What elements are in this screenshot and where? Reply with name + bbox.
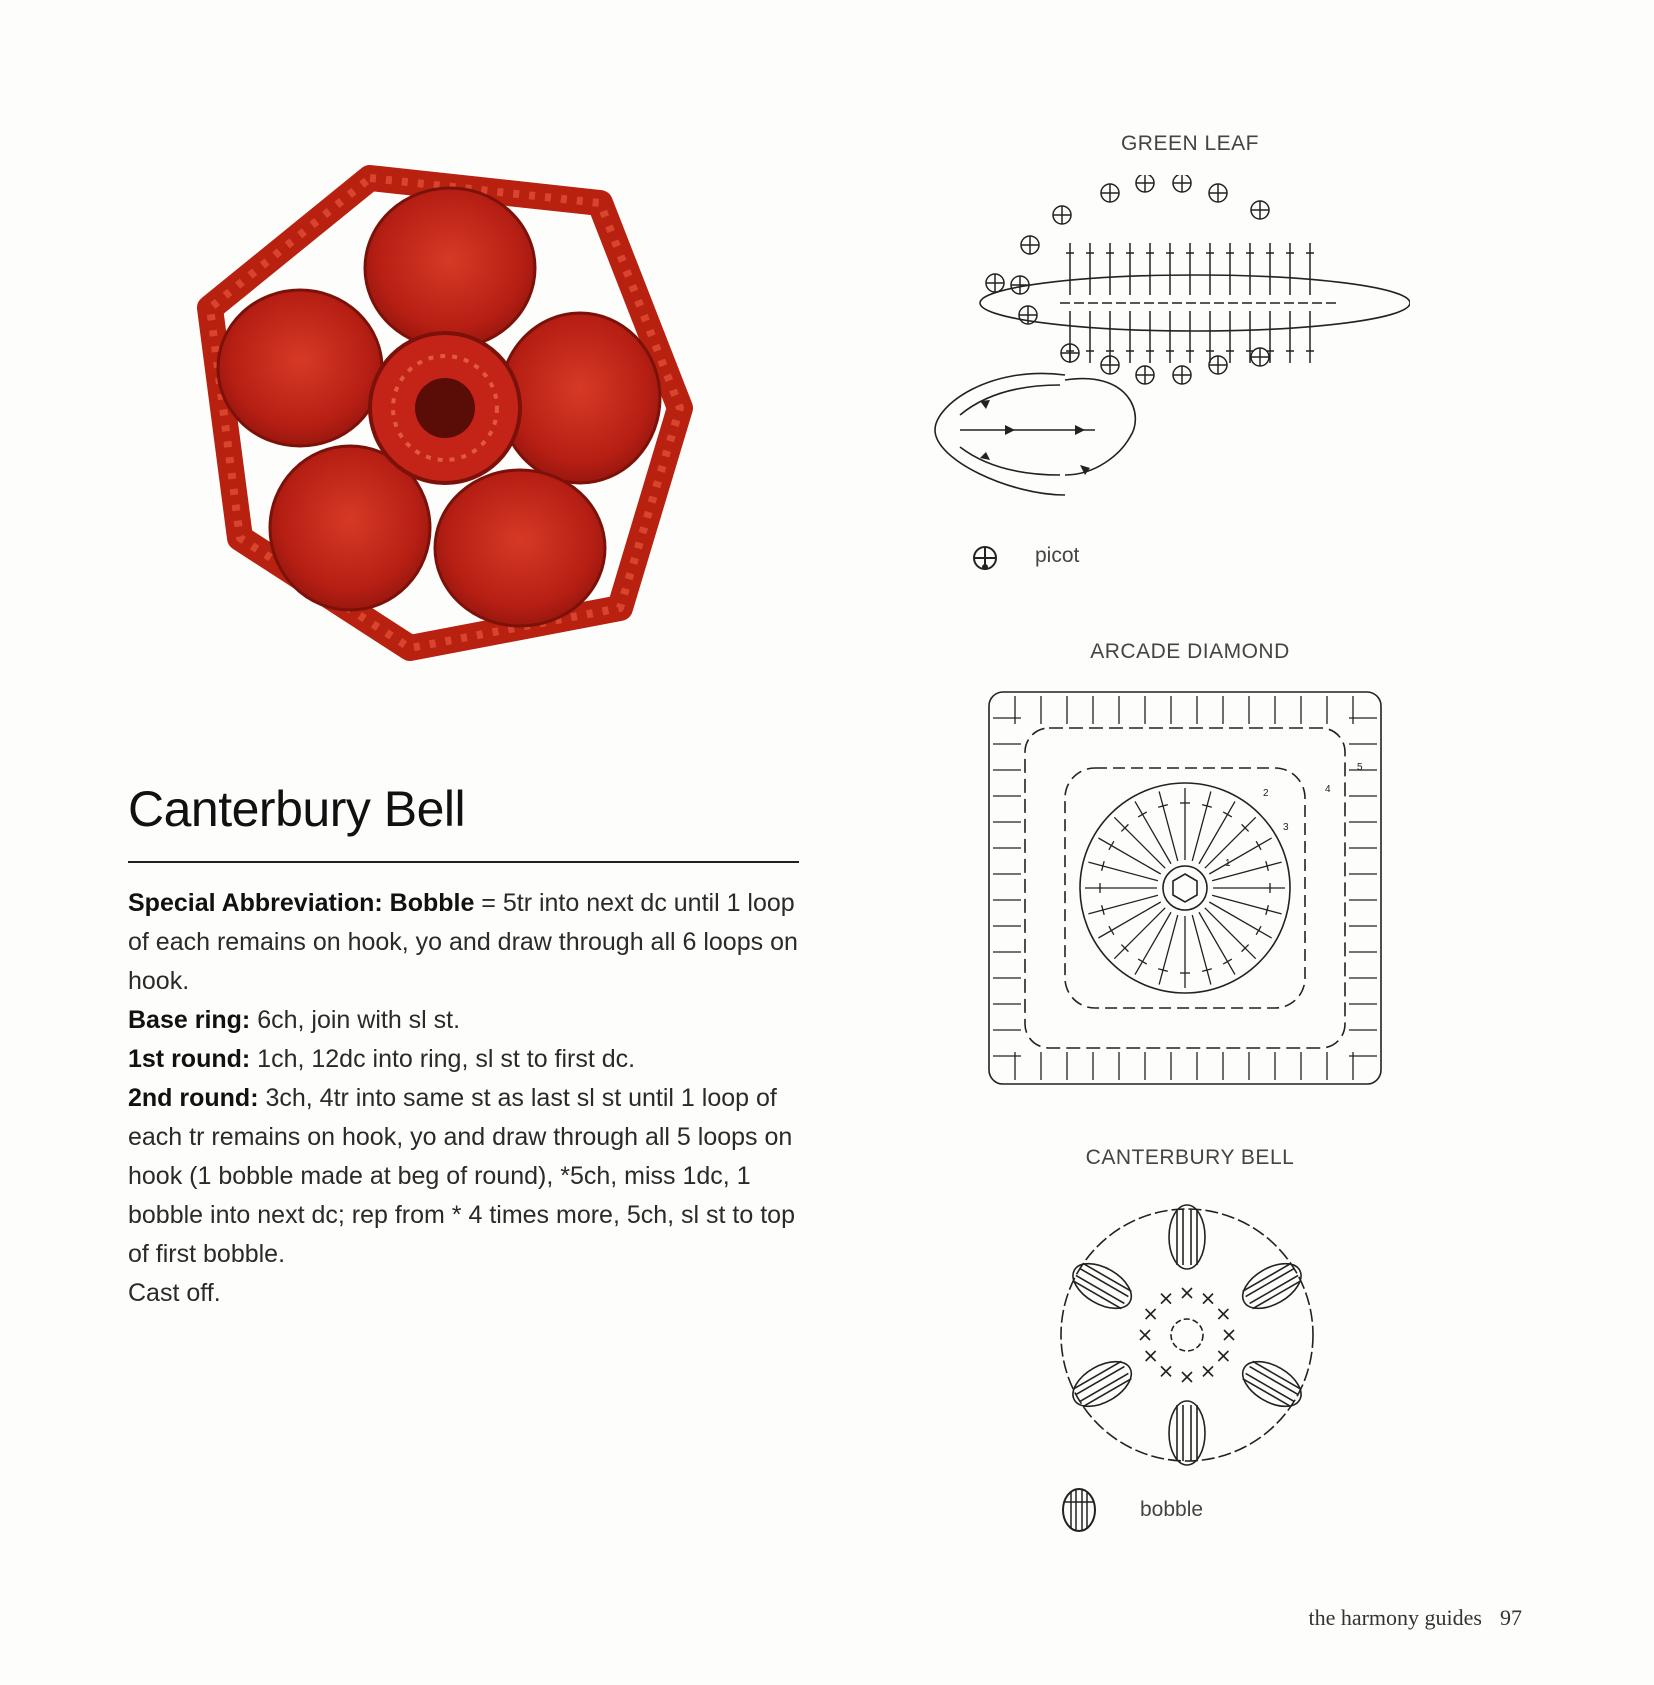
bobble-icon xyxy=(1060,1486,1098,1534)
flower-photo xyxy=(180,148,740,678)
arcade-diamond-diagram xyxy=(985,688,1385,1088)
pattern-title: Canterbury Bell xyxy=(128,781,466,837)
picot-legend-label: picot xyxy=(1035,544,1080,567)
green-leaf-diagram xyxy=(920,175,1410,510)
instruction-line: 2nd round: 3ch, 4tr into same st as last sl st until 1 loop of each tr remains on hook, yo and draw through all 5 loops on hook (1 bobble made at beg of round), *5ch, miss 1dc, 1 bobble into next dc; rep from * 4 times more, 5ch, sl st to top of first bobble. xyxy=(128,1084,795,1268)
round-label: 1 xyxy=(1225,858,1231,869)
footer-text: the harmony guides xyxy=(1308,1605,1482,1630)
bobble-legend-label: bobble xyxy=(1140,1498,1204,1521)
title-divider xyxy=(128,861,799,863)
picot-icon xyxy=(970,543,1000,573)
canterbury-bell-diagram xyxy=(1045,1185,1330,1470)
canterbury-bell-chart-title: CANTERBURY BELL xyxy=(1085,1146,1295,1169)
page-number: 97 xyxy=(1500,1605,1522,1630)
page-footer xyxy=(1308,1605,1522,1631)
instruction-line: Cast off. xyxy=(128,1279,221,1307)
instruction-line: Special Abbreviation: Bobble = 5tr into next dc until 1 loop of each remains on hook, yo and draw through all 6 loops on hook. xyxy=(128,889,798,995)
instruction-line: 1st round: 1ch, 12dc into ring, sl st to first dc. xyxy=(128,1045,636,1073)
instructions xyxy=(128,884,808,1313)
arcade-diamond-title: ARCADE DIAMOND xyxy=(1090,640,1290,663)
round-label: 3 xyxy=(1283,822,1289,833)
instruction-line: Base ring: 6ch, join with sl st. xyxy=(128,1006,461,1034)
round-label: 5 xyxy=(1357,762,1363,773)
round-label: 4 xyxy=(1325,784,1331,795)
green-leaf-title: GREEN LEAF xyxy=(1120,132,1260,155)
round-label: 2 xyxy=(1263,788,1269,799)
